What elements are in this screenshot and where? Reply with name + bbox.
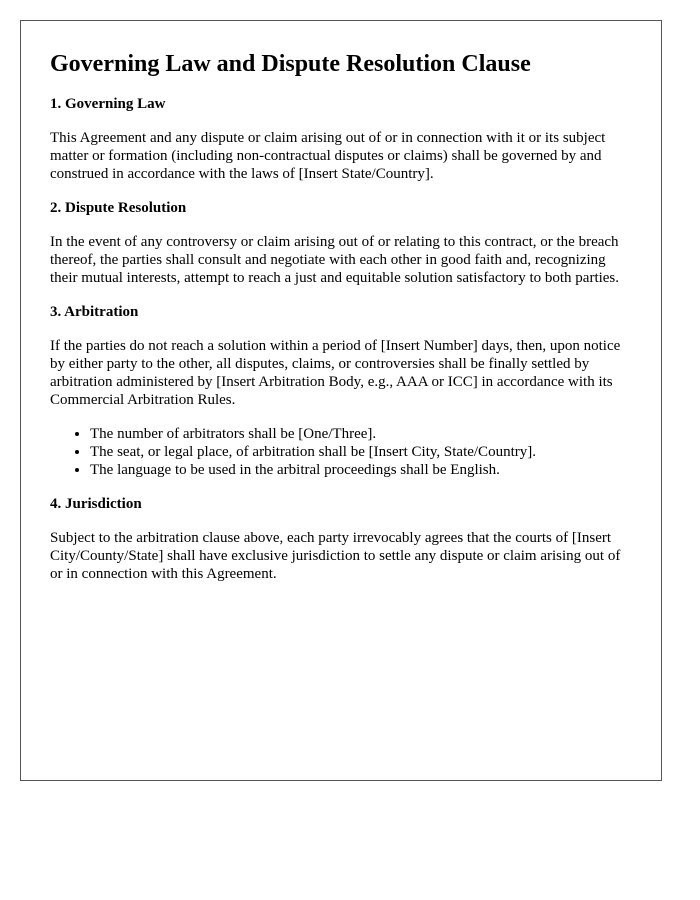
document-title: Governing Law and Dispute Resolution Clause bbox=[50, 51, 531, 77]
section-text-jurisdiction: Subject to the arbitration clause above, each party irrevocably agrees that the courts of [Insert City/County/State] shall have exclusive jurisdiction to settle any dispute or claim arising out of or in connection with this Agreement. bbox=[50, 530, 621, 582]
list-item: • The language to be used in the arbitral proceedings shall be English. bbox=[90, 461, 633, 479]
list-item: • The seat, or legal place, of arbitration shall be [Insert City, State/Country]. bbox=[90, 443, 633, 461]
section-text-arbitration: If the parties do not reach a solution within a period of [Insert Number] days, then, upon notice by either party to the other, all disputes, claims, or controversies shall be finally settled by arbitration administered by [Insert Arbitration Body, e.g., AAA or ICC] in accordance with its Commercial Arbitration Rules. bbox=[50, 338, 621, 408]
section-heading-governing-law: 1. Governing Law bbox=[50, 96, 166, 112]
section-text-dispute-resolution: In the event of any controversy or claim arising out of or relating to this contract, or the breach thereof, the parties shall consult and negotiate with each other in good faith and, recognizing their mutual interests, attempt to reach a just and equitable solution satisfactory to both parties. bbox=[50, 234, 620, 286]
section-heading-dispute-resolution: 2. Dispute Resolution bbox=[50, 200, 187, 216]
list-item: • The number of arbitrators shall be [One/Three]. bbox=[90, 425, 633, 443]
section-heading-arbitration: 3. Arbitration bbox=[50, 304, 139, 320]
section-text-governing-law: This Agreement and any dispute or claim arising out of or in connection with it or its subject matter or formation (including non-contractual disputes or claims) shall be governed by and construed in accordance with the laws of [Insert State/Country]. bbox=[50, 130, 606, 182]
arbitration-list bbox=[50, 425, 633, 479]
document bbox=[20, 20, 662, 781]
section-heading-jurisdiction: 4. Jurisdiction bbox=[50, 496, 142, 512]
